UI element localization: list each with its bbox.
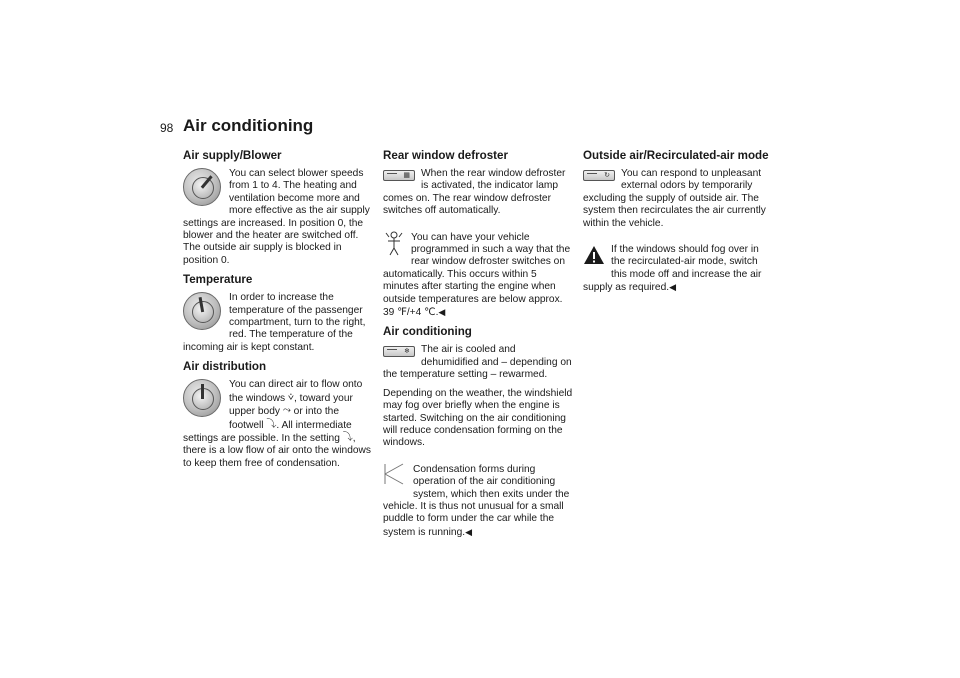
service-person-icon [383,230,405,260]
page-title: Air conditioning [183,116,314,135]
ac-button-icon: ❄ [383,346,415,357]
text-air-supply: You can select blower speeds from 1 to 4. The heating and ventilation become more and more effective as the air supply settings are increased. In position 0, the blower and the heater are switched off. The outside air supply is blocked in position 0. [183,168,370,266]
text-temperature: In order to increase the temperature of the passenger compartment, turn to the right, red. The temperature of the incoming air is kept constant. [183,292,366,353]
heading-air-conditioning: Air conditioning [383,325,472,339]
text-rear-defroster: When the rear window defroster is activated, the indicator lamp comes on. The rear window defroster switches off automatically. [383,168,566,217]
heading-temperature: Temperature [183,273,253,287]
note-air-conditioning: Condensation forms during operation of the air conditioning system, which then exits under the vehicle. It is thus not unusual for a small puddle to form under the car while the system is running.◀ [383,463,570,538]
section-recirculation [583,149,773,295]
end-mark: ◀ [669,282,676,293]
section-air-supply [183,149,373,267]
page-number: 98 [160,121,174,135]
distribution-knob-icon [183,379,223,419]
footwell-air-icon: ⤵ [266,418,277,430]
text-air-conditioning-2: Depending on the weather, the windshield may fog over briefly when the engine is started. Switching on the air conditioning will reduce condensation forming on the windows. [383,387,573,449]
text-air-conditioning: The air is cooled and dehumidified and – depending on the temperature setting – rewarmed. [383,344,572,381]
note-icon [383,462,407,490]
blower-knob-icon [183,168,223,208]
end-mark: ◀ [465,526,473,537]
column-middle [383,144,573,545]
column-left [183,144,373,476]
warning-icon [583,244,605,270]
heading-air-supply: Air supply/Blower [183,149,282,162]
column-right [583,144,773,301]
heading-recirculation: Outside air/Recirculated-air mode [583,149,769,162]
warning-recirculation: If the windows should fog over in the recirculated-air mode, switch this mode off and increase the air supply as required.◀ [583,244,762,294]
heading-air-distribution: Air distribution [183,360,267,374]
rear-defroster-button-icon: ▦ [383,170,415,181]
windshield-air-icon: ⩒ [287,391,294,403]
section-rear-defroster [383,149,573,319]
text-air-distribution: You can direct air to flow onto the windows ⩒, toward your upper body ⤳ or into the footwell ⤵. All intermediate settings are possible. In the setting ⤵, there is a low flow of air onto the windows to keep them free of condensation. [183,379,371,469]
section-air-conditioning [383,325,573,539]
section-temperature [183,273,373,354]
temperature-knob-icon [183,292,223,332]
text-recirculation: You can respond to unpleasant external odors by temporarily excluding the supply of outside air. The system then recirculates the air currently within the vehicle. [583,168,766,229]
note-rear-defroster: You can have your vehicle programmed in such a way that the rear window defroster switches on automatically. This occurs within 5 minutes after starting the engine when outside temperatures are below approx. 39 ℉/+4 ℃.◀ [383,231,571,319]
recirculation-button-icon: ↻ [583,170,615,181]
end-mark: ◀ [438,307,446,318]
windows-footwell-air-icon: ⤵ [342,431,353,443]
upper-body-air-icon: ⤳ [282,405,291,417]
section-air-distribution [183,360,373,470]
heading-rear-defroster: Rear window defroster [383,149,508,162]
